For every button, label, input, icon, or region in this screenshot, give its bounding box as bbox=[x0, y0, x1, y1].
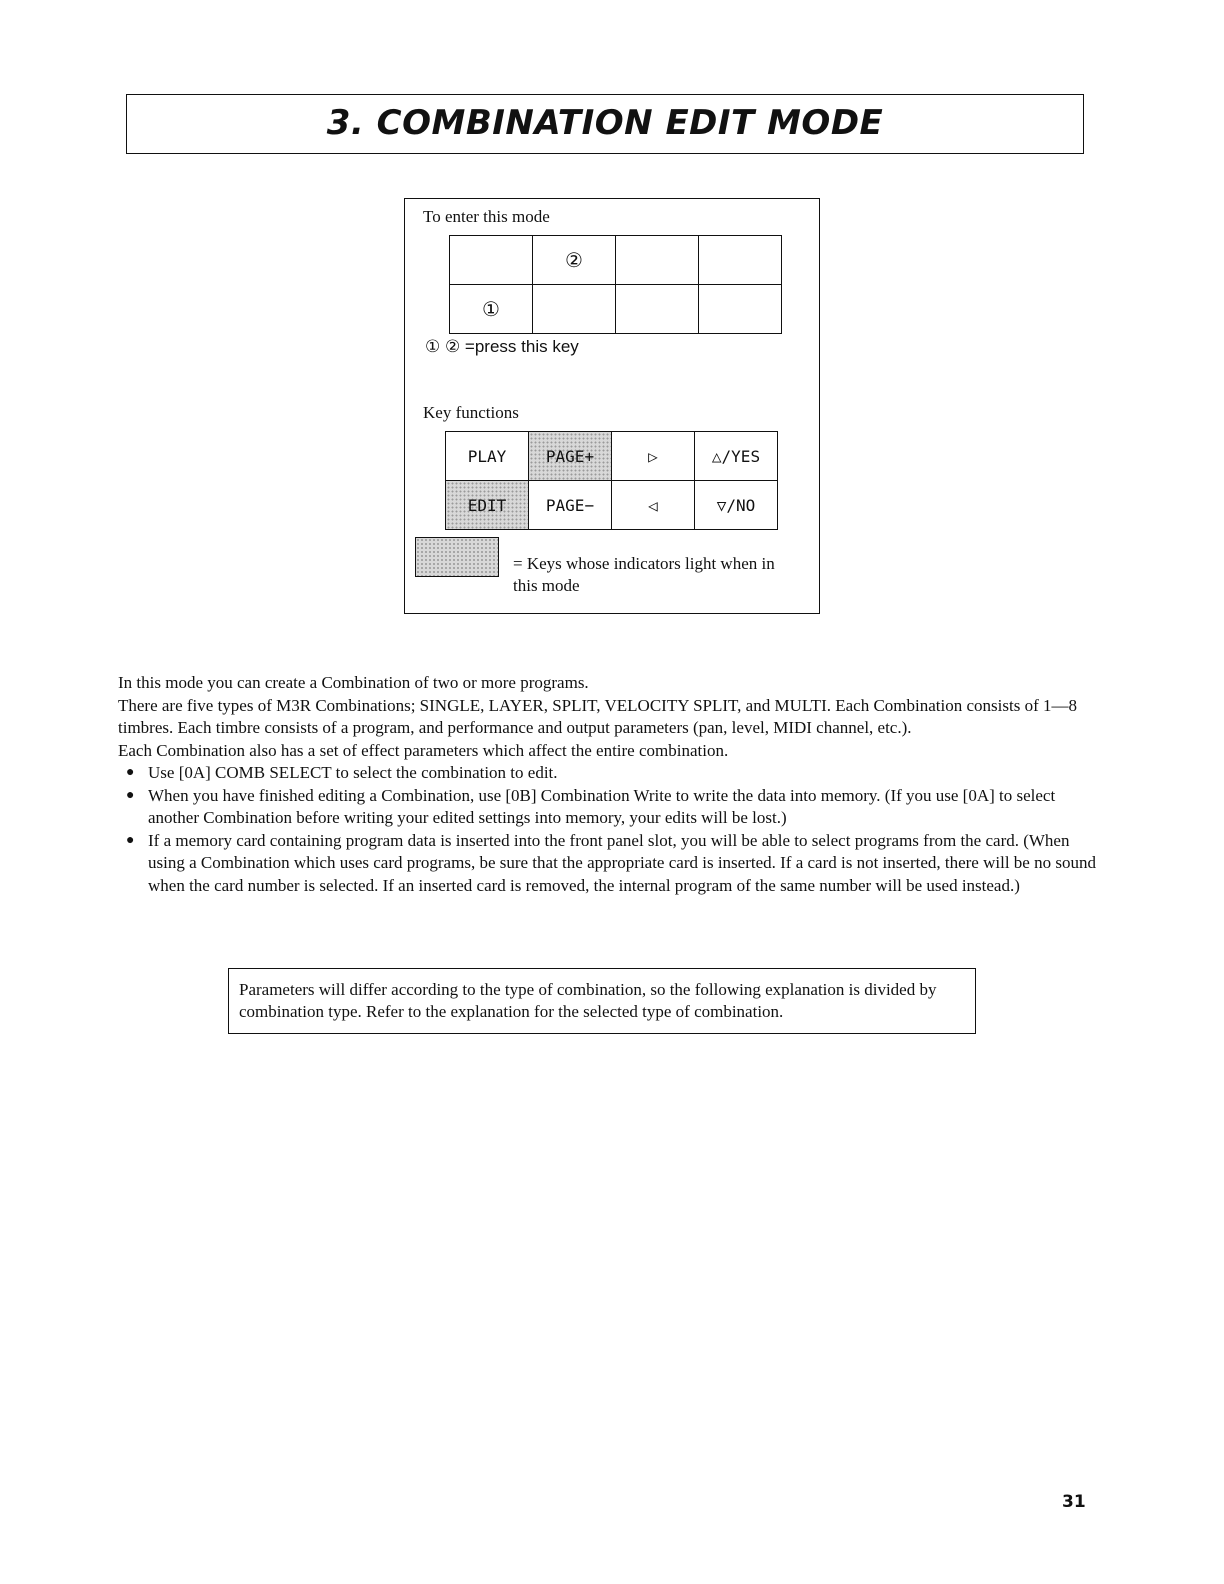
press-key-caption: ① ② =press this key bbox=[425, 337, 579, 356]
key-functions-grid bbox=[445, 431, 778, 530]
bullet-icon: ● bbox=[126, 765, 135, 780]
mode-entry-box bbox=[404, 198, 820, 614]
body-text bbox=[118, 672, 1098, 897]
intro-paragraph: Each Combination also has a set of effect parameters which affect the entire combination. bbox=[118, 740, 729, 760]
page-number: 31 bbox=[1062, 1492, 1086, 1512]
key-functions-label: Key functions bbox=[423, 403, 519, 422]
intro-paragraph: There are five types of M3R Combinations; SINGLE, LAYER, SPLIT, VELOCITY SPLIT, and MULTI. Each Combination consists of 1—8 timbres. Each timbre consists of a program, and performance and output parameters (pan, level, MIDI channel, etc.). bbox=[118, 695, 1077, 737]
title-box bbox=[126, 94, 1084, 154]
note-box bbox=[228, 968, 976, 1034]
intro-paragraph: In this mode you can create a Combination of two or more programs. bbox=[118, 673, 589, 692]
enter-key-cell bbox=[699, 236, 782, 285]
enter-mode-label: To enter this mode bbox=[423, 207, 550, 226]
bullet-icon: ● bbox=[126, 832, 135, 848]
enter-key-cell bbox=[533, 285, 616, 334]
key-page-down: PAGE− bbox=[529, 481, 612, 530]
key-down-no: ▽/NO bbox=[695, 481, 778, 530]
enter-key-cell bbox=[450, 236, 533, 285]
bullet-text: Use [0A] COMB SELECT to select the combination to edit. bbox=[148, 763, 558, 782]
enter-key-cell bbox=[616, 285, 699, 334]
enter-key-cell bbox=[616, 236, 699, 285]
enter-key-cell: ② bbox=[533, 236, 616, 285]
key-play: PLAY bbox=[446, 432, 529, 481]
bullet-text: When you have finished editing a Combination, use [0B] Combination Write to write the data into memory. (If you use [0A] to select another Combination before writing your edited settings into memory, your edits will be lost.) bbox=[148, 785, 1056, 827]
enter-key-cell: ① bbox=[450, 285, 533, 334]
bullet-item bbox=[118, 830, 1098, 898]
enter-key-cell bbox=[699, 285, 782, 334]
key-edit-lit: EDIT bbox=[446, 481, 529, 530]
key-page-up-lit: PAGE+ bbox=[529, 432, 612, 481]
key-up-yes: △/YES bbox=[695, 432, 778, 481]
key-cursor-right: ▷ bbox=[612, 432, 695, 481]
bullet-icon: ● bbox=[126, 787, 135, 803]
enter-mode-key-grid bbox=[449, 235, 782, 334]
bullet-text: If a memory card containing program data is inserted into the front panel slot, you will be able to select programs from the card. (When using a Combination which uses card programs, be sure that the appropriate card is inserted. If a card is not inserted, there will be no sound when the card number is selected. If an inserted card is removed, the internal program of the same number will be used instead.) bbox=[148, 830, 1096, 895]
bullet-item bbox=[118, 762, 1098, 785]
lit-key-legend-swatch bbox=[415, 537, 499, 577]
page-title: 3. COMBINATION EDIT MODE bbox=[326, 103, 884, 143]
key-cursor-left: ◁ bbox=[612, 481, 695, 530]
note-text: Parameters will differ according to the type of combination, so the following explanation is divided by combination type. Refer to the explanation for the selected type of combination. bbox=[239, 980, 937, 1021]
lit-key-legend-text: = Keys whose indicators light when in this mode bbox=[513, 554, 775, 595]
bullet-item bbox=[118, 785, 1098, 830]
